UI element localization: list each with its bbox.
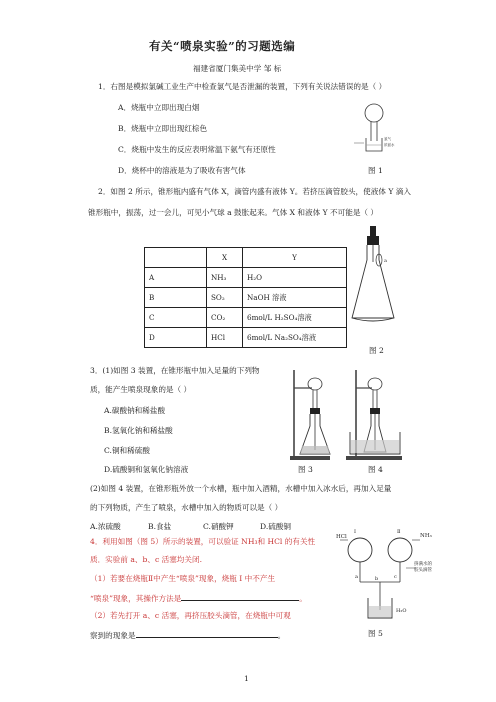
fig1-text-ammonia: 浓氨水 [384, 143, 395, 147]
q3-option-d: D.硫酸铜和氢氧化钠溶液 [104, 465, 189, 474]
fig1-label: 图 1 [368, 166, 383, 175]
fig5-text-flask-2: Ⅱ [397, 529, 401, 535]
q3-part2-option-c: C.硝酸钾 [203, 522, 234, 531]
fig4-label: 图 4 [368, 465, 383, 474]
q4-line1: 4．利用如图（图 5）所示的装置，可以验证 NH₃和 HCl 的有关性 [90, 537, 316, 546]
q1-option-b: B．烧瓶中立即出现红棕色 [118, 124, 208, 133]
figure-2-conical-flask-diagram [342, 226, 402, 336]
q1-option-d: D．烧杯中的溶液是为了吸收有害气体 [118, 166, 246, 175]
figure-4-fountain-apparatus-with-trough [342, 366, 408, 462]
q4-line4-prefix: “喷泉”现象，其操作方法是 [90, 594, 182, 603]
table-row [145, 328, 347, 348]
q3-option-a: A.碳酸钠和稀盐酸 [104, 406, 166, 415]
q4-line6-prefix: 察到的现象是 [90, 631, 136, 640]
table-cell: C [145, 308, 207, 328]
q3-part2-line2: 的下列物质，产生了喷泉，水槽中加入的物质可以是（ ） [90, 503, 283, 512]
table-row [145, 308, 347, 328]
table-cell: NaOH 溶液 [243, 288, 347, 308]
table-cell: HCl [207, 328, 243, 348]
table-cell: 6mol/L H₂SO₄溶液 [243, 308, 347, 328]
page-number: 1 [244, 674, 249, 683]
figure-3-fountain-apparatus [286, 366, 346, 462]
q3-option-b: B.氢氧化钠和稀盐酸 [104, 426, 173, 435]
figure-5-nh3-hcl-apparatus [334, 528, 442, 624]
q4-line4-suffix: 。 [299, 594, 307, 603]
table-row [145, 248, 347, 268]
q4-line6 [90, 629, 285, 641]
q3-part2-option-b: B.食盐 [148, 522, 172, 531]
table-row [145, 268, 347, 288]
author-line: 福建省厦门集美中学 邹 标 [193, 64, 282, 73]
q3-stem-line2: 质，能产生喷泉现象的是（ ） [90, 385, 192, 394]
table-cell: CO₂ [207, 308, 243, 328]
q2-stem-line1: 2．如图 2 所示，锥形瓶内盛有气体 X，滴管内盛有液体 Y。若挤压滴管胶头，使液体 Y 滴入 [98, 187, 411, 196]
table-cell: D [145, 328, 207, 348]
fig5-text-flask-1: Ⅰ [354, 529, 356, 535]
fig3-label: 图 3 [298, 465, 313, 474]
fig5-text-hcl: HCl [336, 534, 347, 540]
q4-line3: （1）若要在烧瓶Ⅱ中产生“喷泉”现象，烧瓶 Ⅰ 中不产生 [90, 574, 276, 583]
fig5-text-valve-a: a [355, 574, 358, 580]
table-cell: 6mol/L Na₂SO₄溶液 [243, 328, 347, 348]
figure-1-flask-diagram [346, 93, 402, 159]
q3-part2-option-a: A.浓硫酸 [90, 522, 121, 531]
q3-part2-option-d: D.硫酸铜 [260, 522, 292, 531]
fig5-text-dropper-2: 胶头滴管 [414, 568, 432, 573]
q4-line2: 质．实验前 a、b、c 活塞均关闭. [90, 555, 203, 564]
q4-answer-blank-2[interactable] [136, 629, 278, 638]
q4-line5: （2）若先打开 a、c 活塞，再挤压胶头滴管，在烧瓶中可观 [90, 611, 291, 620]
fig5-text-nh3: NH₃ [420, 533, 432, 539]
table-header-cell [145, 248, 207, 268]
table-cell: B [145, 288, 207, 308]
table-header-cell: X [207, 248, 243, 268]
fig5-text-water: H₂O [396, 608, 407, 614]
q2-table [144, 247, 347, 348]
fig5-text-dropper-1: 挤满水的 [414, 562, 432, 567]
fig2-label: 图 2 [369, 346, 384, 355]
table-header-cell: Y [243, 248, 347, 268]
q4-line6-suffix: 。 [277, 631, 286, 640]
table-cell: NH₃ [207, 268, 243, 288]
q4-line4 [90, 592, 307, 604]
q1-stem: 1．右图是模拟氯碱工业生产中检查氯气是否泄漏的装置，下列有关说法错误的是（ ） [98, 82, 387, 91]
q1-option-c: C．烧瓶中发生的反应表明常温下氨气有还原性 [118, 145, 276, 154]
page-title: 有关“喷泉实验”的习题选编 [149, 39, 296, 53]
q3-stem-line1: 3．(1)如图 3 装置，在锥形瓶中加入足量的下列物 [90, 366, 260, 375]
fig1-text-chlorine: 氯气 [384, 137, 391, 141]
table-cell: SO₂ [207, 288, 243, 308]
fig2-text-balloon: a [384, 258, 387, 264]
fig5-text-valve-c: c [394, 574, 397, 580]
fig5-text-valve-b: b [375, 576, 379, 582]
q1-option-a: A．烧瓶中立即出现白烟 [118, 103, 200, 112]
table-row [145, 288, 347, 308]
q3-option-c: C.铜和稀硫酸 [104, 446, 150, 455]
table-cell: A [145, 268, 207, 288]
fig5-label: 图 5 [368, 629, 383, 638]
table-cell: H₂O [243, 268, 347, 288]
q3-part2-line1: (2)如图 4 装置，在锥形瓶外放一个水槽，瓶中加入酒精，水槽中加入冰水后，再加入足量 [90, 484, 392, 493]
q2-stem-line2: 锥形瓶中，振荡，过一会儿，可见小气球 a 鼓胀起来。气体 X 和液体 Y 不可能是（ ） [88, 208, 379, 217]
q4-answer-blank-1[interactable] [181, 592, 299, 601]
